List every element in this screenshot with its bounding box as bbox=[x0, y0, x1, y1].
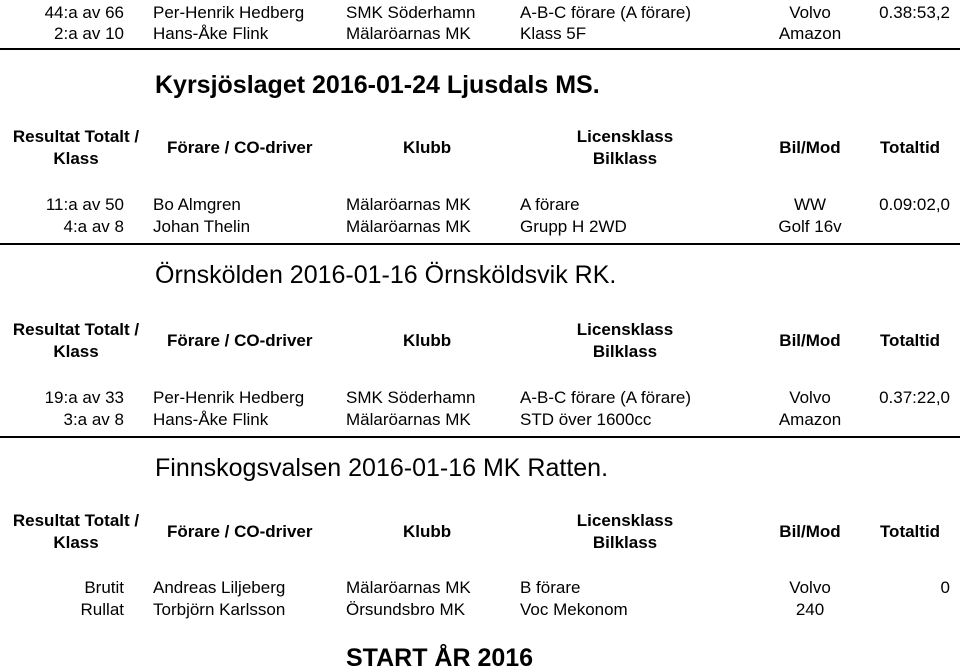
codriver-club: Mälaröarnas MK bbox=[346, 217, 471, 236]
header-result-line2: Klass bbox=[53, 149, 99, 168]
car-type: Golf 16v bbox=[778, 217, 842, 236]
license-class: A-B-C förare (A förare) bbox=[520, 388, 691, 407]
header-license-line2: Bilklass bbox=[592, 342, 658, 361]
header-car: Bil/Mod bbox=[779, 522, 841, 541]
license-class: A-B-C förare (A förare) bbox=[520, 3, 691, 22]
header-result-line2: Klass bbox=[53, 342, 99, 361]
rank-class: 2:a av 10 bbox=[54, 24, 124, 43]
header-license-line1: Licensklass bbox=[576, 511, 674, 530]
total-time: 0 bbox=[940, 578, 950, 597]
header-club: Klubb bbox=[403, 522, 452, 541]
driver-name: Bo Almgren bbox=[153, 195, 241, 214]
codriver-name: Johan Thelin bbox=[153, 217, 251, 236]
driver-name: Per-Henrik Hedberg bbox=[153, 388, 305, 407]
header-driver: Förare / CO-driver bbox=[167, 138, 313, 157]
car-class: Klass 5F bbox=[520, 24, 587, 43]
header-license-line2: Bilklass bbox=[592, 533, 658, 552]
event-title: Kyrsjöslaget 2016-01-24 Ljusdals MS. bbox=[155, 71, 600, 99]
codriver-club: Mälaröarnas MK bbox=[346, 24, 471, 43]
car-class: Voc Mekonom bbox=[520, 600, 628, 619]
header-time: Totaltid bbox=[879, 522, 941, 541]
rank-overall: 44:a av 66 bbox=[44, 3, 124, 22]
section-divider bbox=[0, 243, 960, 245]
header-license-line1: Licensklass bbox=[576, 127, 674, 146]
header-driver: Förare / CO-driver bbox=[167, 522, 313, 541]
club-name: SMK Söderhamn bbox=[346, 3, 476, 22]
header-car: Bil/Mod bbox=[779, 138, 841, 157]
header-result-line1: Resultat Totalt / bbox=[12, 511, 140, 530]
car-class: STD över 1600cc bbox=[520, 410, 652, 429]
rank-class: 4:a av 8 bbox=[63, 217, 124, 236]
header-time: Totaltid bbox=[879, 138, 941, 157]
header-result-line1: Resultat Totalt / bbox=[12, 320, 140, 339]
driver-name: Andreas Liljeberg bbox=[153, 578, 286, 597]
header-time: Totaltid bbox=[879, 331, 941, 350]
codriver-name: Hans-Åke Flink bbox=[153, 24, 269, 43]
total-time: 0.38:53,2 bbox=[879, 3, 950, 22]
header-license-line1: Licensklass bbox=[576, 320, 674, 339]
header-result-line1: Resultat Totalt / bbox=[12, 127, 140, 146]
codriver-club: Mälaröarnas MK bbox=[346, 410, 471, 429]
codriver-name: Hans-Åke Flink bbox=[153, 410, 269, 429]
codriver-name: Torbjörn Karlsson bbox=[153, 600, 286, 619]
car-model: WW bbox=[793, 195, 827, 214]
header-club: Klubb bbox=[403, 138, 452, 157]
car-model: Volvo bbox=[789, 3, 831, 22]
license-class: A förare bbox=[520, 195, 580, 214]
club-name: Mälaröarnas MK bbox=[346, 195, 471, 214]
club-name: Mälaröarnas MK bbox=[346, 578, 471, 597]
header-club: Klubb bbox=[403, 331, 452, 350]
event-title: Finnskogsvalsen 2016-01-16 MK Ratten. bbox=[155, 454, 609, 482]
car-class: Grupp H 2WD bbox=[520, 217, 627, 236]
license-class: B förare bbox=[520, 578, 581, 597]
total-time: 0.37:22,0 bbox=[879, 388, 950, 407]
header-driver: Förare / CO-driver bbox=[167, 331, 313, 350]
car-type: Amazon bbox=[778, 24, 842, 43]
section-divider bbox=[0, 436, 960, 438]
total-time: 0.09:02,0 bbox=[879, 195, 950, 214]
club-name: SMK Söderhamn bbox=[346, 388, 476, 407]
car-type: Amazon bbox=[778, 410, 842, 429]
header-result-line2: Klass bbox=[53, 533, 99, 552]
car-model: Volvo bbox=[789, 388, 831, 407]
car-model: Volvo bbox=[789, 578, 831, 597]
header-car: Bil/Mod bbox=[779, 331, 841, 350]
footer-heading: START ÅR 2016 bbox=[346, 644, 534, 672]
rank-class: Rullat bbox=[80, 600, 124, 619]
codriver-club: Örsundsbro MK bbox=[346, 600, 466, 619]
header-license-line2: Bilklass bbox=[592, 149, 658, 168]
rank-overall: Brutit bbox=[84, 578, 124, 597]
car-type: 240 bbox=[795, 600, 825, 619]
event-title: Örnskölden 2016-01-16 Örnsköldsvik RK. bbox=[155, 261, 617, 289]
rank-overall: 11:a av 50 bbox=[45, 195, 124, 214]
section-divider bbox=[0, 48, 960, 50]
driver-name: Per-Henrik Hedberg bbox=[153, 3, 305, 22]
rank-class: 3:a av 8 bbox=[63, 410, 124, 429]
rank-overall: 19:a av 33 bbox=[44, 388, 124, 407]
